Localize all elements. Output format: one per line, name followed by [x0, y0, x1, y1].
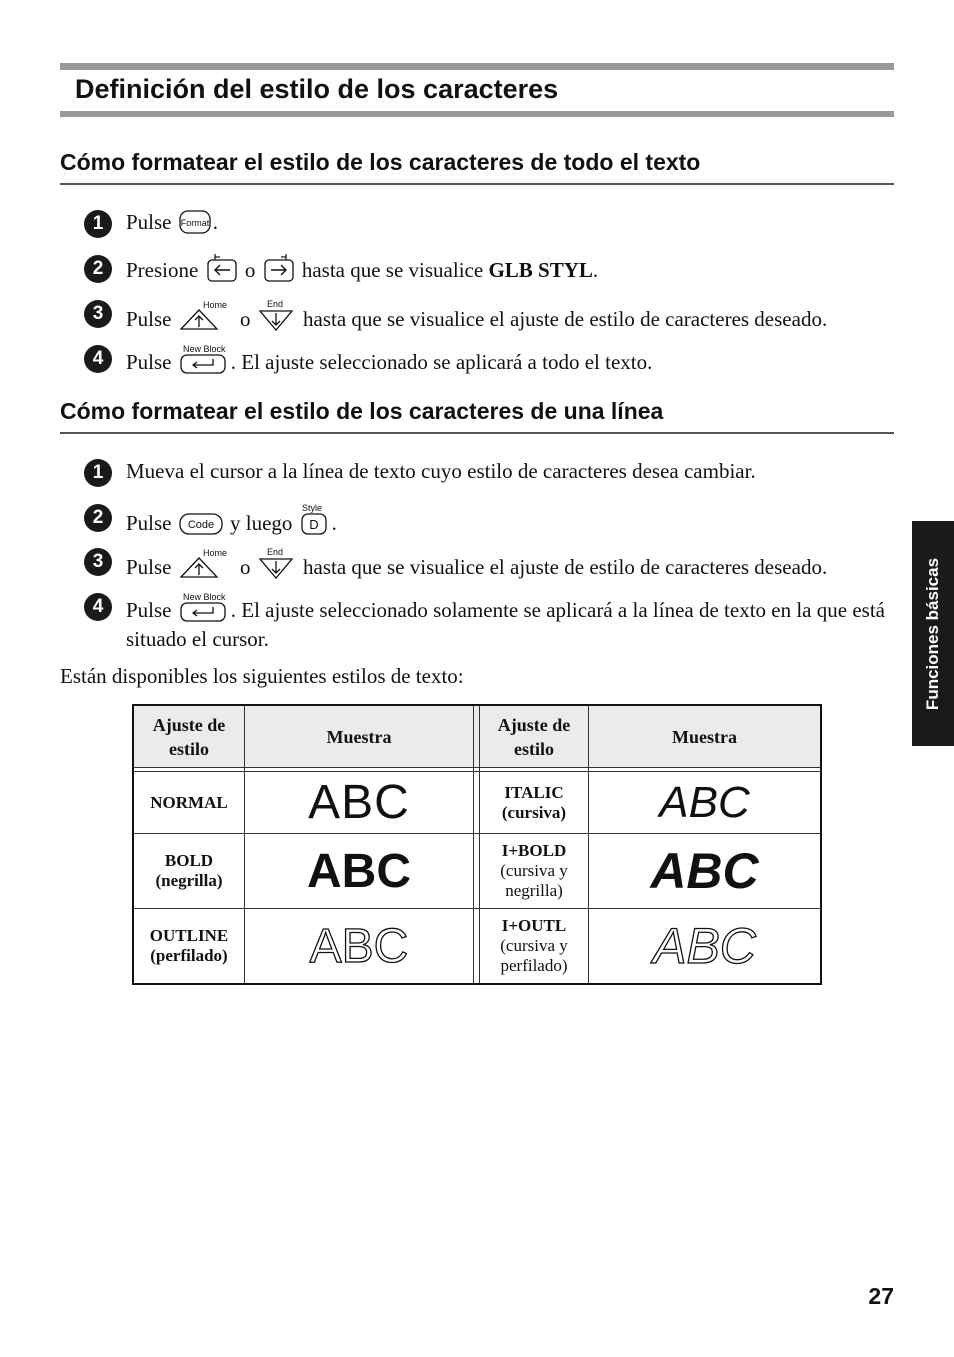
svg-text:End: End — [266, 299, 283, 309]
header-style-setting-left: Ajuste de estilo — [152, 714, 226, 759]
step-text: Pulse New Block . El ajuste seleccionado solamente se aplicará a la línea de texto en la que está situado el cursor. — [126, 592, 885, 651]
svg-text:New Block: New Block — [182, 592, 226, 602]
page-title-band — [60, 63, 894, 118]
step-number: 4 — [84, 345, 112, 373]
step-number: 3 — [84, 548, 112, 576]
title-rule-top — [60, 63, 894, 70]
table-divider — [473, 706, 474, 983]
available-styles-intro: Están disponibles los siguientes estilos de texto: — [60, 664, 464, 688]
svg-text:New Block: New Block — [182, 344, 226, 354]
step-text: Presione o hasta que se visualice GLB STYL. — [126, 253, 896, 285]
header-sample-right: Muestra — [672, 726, 737, 747]
header-style-setting-right: Ajuste de estilo — [497, 714, 571, 759]
cursor-down-end-key-icon — [258, 298, 296, 332]
sample-bold: ABC — [307, 844, 411, 898]
step-text: Pulse Code y luego Style D . — [126, 503, 337, 535]
style-label-italic: ITALIC (cursiva) — [501, 782, 567, 822]
step-text: Pulse Format . — [126, 210, 219, 234]
text-styles-table — [132, 704, 822, 985]
step-number: 4 — [84, 593, 112, 621]
title-rule-bottom — [60, 111, 894, 117]
new-block-enter-key-icon — [179, 343, 229, 375]
step-text: Mueva el cursor a la línea de texto cuyo estilo de caracteres desea cambiar. — [126, 459, 756, 483]
sample-outline: ABC — [309, 919, 409, 973]
step-number: 1 — [84, 210, 112, 238]
svg-text:End: End — [266, 547, 283, 557]
svg-text:Format: Format — [180, 218, 210, 228]
sample-italic: ABC — [659, 777, 750, 827]
section-heading-text: Cómo formatear el estilo de los caracteres de todo el texto — [60, 149, 701, 175]
style-d-key-icon — [300, 502, 330, 536]
code-key-icon — [179, 512, 223, 536]
sample-italic-bold: ABC — [650, 843, 759, 899]
svg-text:Home: Home — [202, 300, 227, 310]
header-sample-left: Muestra — [326, 726, 392, 747]
style-label-italic-outline: I+OUTL (cursiva y perfilado) — [500, 916, 568, 975]
step-text: Pulse New Block . El ajuste seleccionado se aplicará a todo el texto. — [126, 344, 653, 374]
style-label-normal: NORMAL — [150, 792, 228, 812]
new-block-enter-key-icon — [179, 591, 229, 623]
cursor-up-home-key-icon — [179, 548, 233, 580]
step-number: 3 — [84, 300, 112, 328]
section-heading-text: Cómo formatear el estilo de los caracteres de una línea — [60, 398, 664, 424]
svg-text:Style: Style — [301, 503, 322, 513]
chapter-side-tab — [912, 521, 954, 746]
step-number: 2 — [84, 504, 112, 532]
cursor-up-home-key-icon — [179, 300, 233, 332]
cursor-left-key-icon — [206, 253, 238, 283]
page-title: Definición del estilo de los caracteres — [75, 74, 559, 104]
step-text: Pulse Home o End hasta que se visualice el ajuste de estilo de caracteres deseado. — [126, 299, 828, 331]
sample-italic-outline: ABC — [653, 918, 756, 974]
cursor-right-key-icon — [263, 253, 295, 283]
style-label-bold: BOLD (negrilla) — [155, 851, 223, 890]
format-key-icon — [179, 209, 211, 235]
svg-text:Code: Code — [187, 519, 214, 531]
page-number: 27 — [868, 1283, 894, 1309]
svg-text:D: D — [308, 517, 319, 532]
step-number: 1 — [84, 459, 112, 487]
style-label-outline: OUTLINE (perfilado) — [149, 926, 229, 965]
section-heading-all-text — [60, 147, 894, 185]
section-heading-one-line — [60, 396, 894, 434]
table-divider — [134, 767, 820, 768]
step-number: 2 — [84, 255, 112, 283]
cursor-down-end-key-icon — [258, 546, 296, 580]
chapter-side-tab-label: Funciones básicas — [923, 557, 942, 710]
style-label-italic-bold: I+BOLD (cursiva y negrilla) — [500, 841, 568, 900]
step-text: Pulse Home o End hasta que se visualice el ajuste de estilo de caracteres deseado. — [126, 547, 828, 579]
svg-text:Home: Home — [202, 548, 227, 558]
sample-normal: ABC — [308, 776, 410, 829]
